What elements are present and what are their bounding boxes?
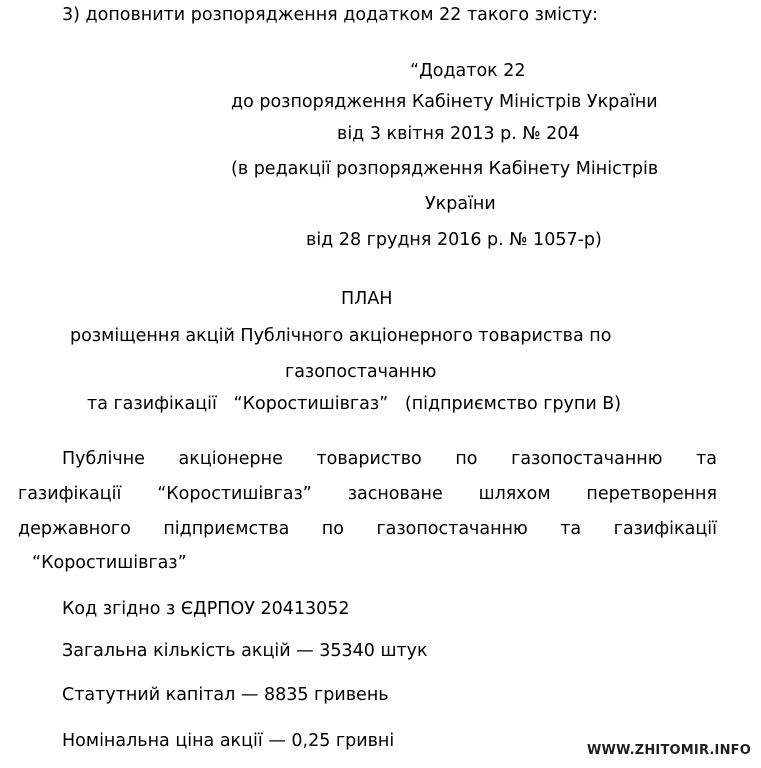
intro-text: 3) доповнити розпорядження додатком 22 такого змісту: [62, 5, 599, 25]
paragraph-word: підприємства [163, 519, 290, 539]
paragraph-line-3 [18, 518, 717, 540]
shares-total: Загальна кількість акцій — 35340 штук [62, 641, 428, 661]
statutory-capital: Статутний капітал — 8835 гривень [62, 685, 389, 705]
paragraph-line-1 [62, 448, 717, 470]
plan-title: ПЛАН [341, 289, 393, 309]
appendix-line-3: від 3 квітня 2013 р. № 204 [337, 124, 580, 144]
paragraph-word: акціонерне [178, 449, 283, 469]
appendix-line-1: “Додаток 22 [410, 61, 526, 81]
paragraph-word: газифікації [18, 484, 122, 504]
paragraph-line-2 [18, 483, 717, 505]
paragraph-word: газифікації [613, 519, 717, 539]
paragraph-word: газопостачанню [376, 519, 528, 539]
paragraph-word: по [455, 449, 478, 469]
paragraph-word: шляхом [478, 484, 551, 504]
paragraph-word: засноване [347, 484, 443, 504]
paragraph-word: Публічне [62, 449, 145, 469]
paragraph-line-4: “Коростишівгаз” [32, 553, 187, 573]
nominal-price: Номінальна ціна акції — 0,25 гривні [62, 731, 395, 751]
site-watermark: WWW.ZHITOMIR.INFO [587, 743, 751, 758]
paragraph-word: “Коростишівгаз” [157, 484, 312, 504]
edrpou-code: Код згідно з ЄДРПОУ 20413052 [62, 599, 350, 619]
paragraph-word: державного [18, 519, 131, 539]
paragraph-word: газопостачанню [511, 449, 663, 469]
paragraph-word: та [560, 519, 582, 539]
appendix-line-5: України [425, 194, 496, 214]
plan-line-1: розміщення акцій Публічного акціонерного товариства по [70, 326, 612, 346]
appendix-line-2: до розпорядження Кабінету Міністрів України [231, 92, 658, 112]
plan-line-3: та газифікації “Коростишівгаз” (підприємство групи B) [87, 394, 622, 414]
paragraph-word: та [696, 449, 717, 469]
appendix-line-6: від 28 грудня 2016 р. № 1057-р) [306, 230, 602, 250]
plan-line-2: газопостачанню [285, 362, 437, 382]
paragraph-word: товариство [316, 449, 422, 469]
appendix-line-4: (в редакції розпорядження Кабінету Міністрів [231, 159, 659, 179]
paragraph-word: по [321, 519, 344, 539]
paragraph-word: перетворення [586, 484, 717, 504]
